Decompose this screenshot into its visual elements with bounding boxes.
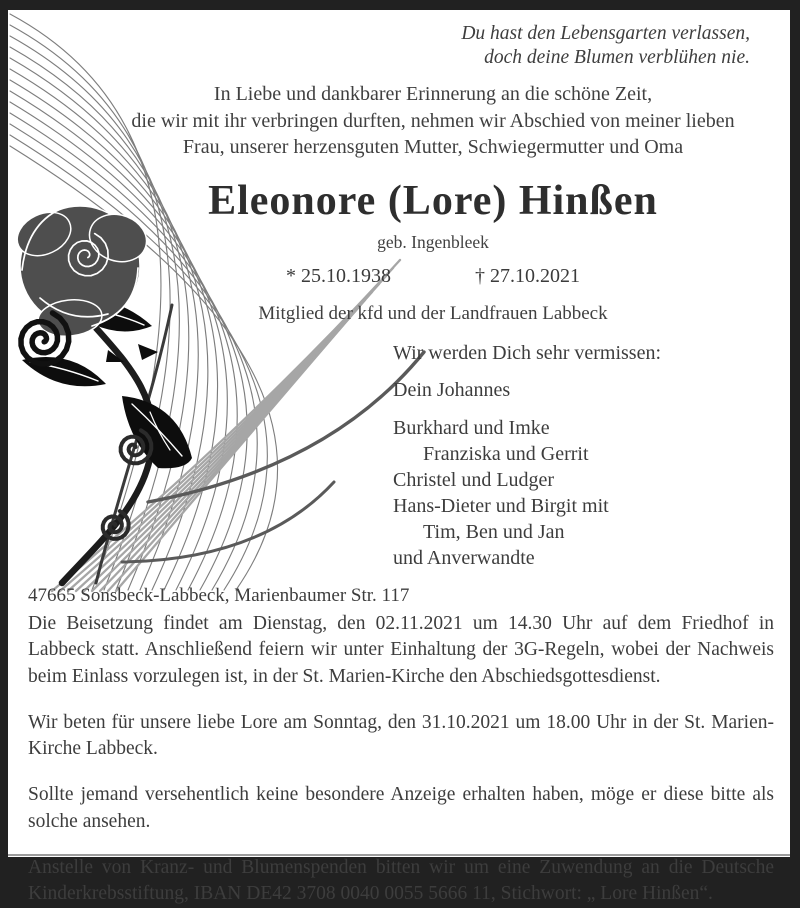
intro-line: In Liebe und dankbarer Erinnerung an die schöne Zeit, bbox=[213, 83, 653, 105]
epigraph bbox=[28, 22, 750, 69]
epigraph-line: Du hast den Lebensgarten verlassen, bbox=[461, 23, 750, 44]
family-line: Dein Johannes bbox=[393, 378, 511, 401]
notice-paragraph: Sollte jemand versehentlich keine besondere Anzeige erhalten haben, möge er diese bitte als solche ansehen. bbox=[28, 784, 774, 832]
maiden-name: geb. Ingenbleek bbox=[377, 231, 489, 252]
family-line: Hans-Dieter und Birgit mit bbox=[393, 494, 609, 517]
birth-date: * 25.10.1938 bbox=[286, 264, 391, 287]
farewell-heading: Wir werden Dich sehr vermissen: bbox=[393, 341, 661, 364]
family-line: Franziska und Gerrit bbox=[423, 442, 589, 465]
epigraph-line: doch deine Blumen verblühen nie. bbox=[484, 46, 750, 68]
address-line: 47665 Sonsbeck-Labbeck, Marienbaumer Str. 117 bbox=[28, 584, 410, 606]
deceased-name: Eleonore (Lore) Hinßen bbox=[208, 177, 658, 224]
burial-announcement: Die Beisetzung findet am Dienstag, den 02.11.2021 um 14.30 Uhr auf dem Friedhof in Labbeck statt. Anschließend feiern wir unter Einhaltung der 3G-Regeln, wobei der Nachweis beim Einlass vorzulegen ist, in der St. Marien-Kirche den Abschiedsgottesdienst. bbox=[28, 612, 774, 687]
intro-line: die wir mit ihr verbringen durften, nehmen wir Abschied von meiner lieben bbox=[131, 109, 735, 132]
intro-paragraph bbox=[92, 81, 774, 161]
family-line: und Anverwandte bbox=[393, 546, 535, 569]
family-line: Christel und Ludger bbox=[393, 468, 555, 491]
donation-paragraph: Anstelle von Kranz- und Blumenspenden bitten wir um eine Zuwendung an die Deutsche Kinderkrebsstiftung, IBAN DE42 3708 0040 0055 5666 11, Stichwort: „ Lore Hinßen“. bbox=[28, 856, 774, 904]
death-date: † 27.10.2021 bbox=[475, 264, 580, 287]
centered-column bbox=[92, 81, 774, 326]
prayer-announcement: Wir beten für unsere liebe Lore am Sonntag, den 31.10.2021 um 18.00 Uhr in der St. Marien-Kirche Labbeck. bbox=[28, 711, 774, 759]
family-list bbox=[393, 340, 774, 571]
family-line: Burkhard und Imke bbox=[393, 416, 550, 439]
membership-line: Mitglied der kfd und der Landfrauen Labbeck bbox=[258, 302, 608, 324]
obituary-page bbox=[8, 10, 790, 904]
bottom-divider bbox=[8, 854, 790, 856]
intro-line: Frau, unserer herzensguten Mutter, Schwiegermutter und Oma bbox=[182, 136, 684, 158]
obituary-content bbox=[8, 10, 790, 908]
family-line: Tim, Ben und Jan bbox=[423, 520, 565, 543]
life-dates bbox=[92, 263, 774, 289]
